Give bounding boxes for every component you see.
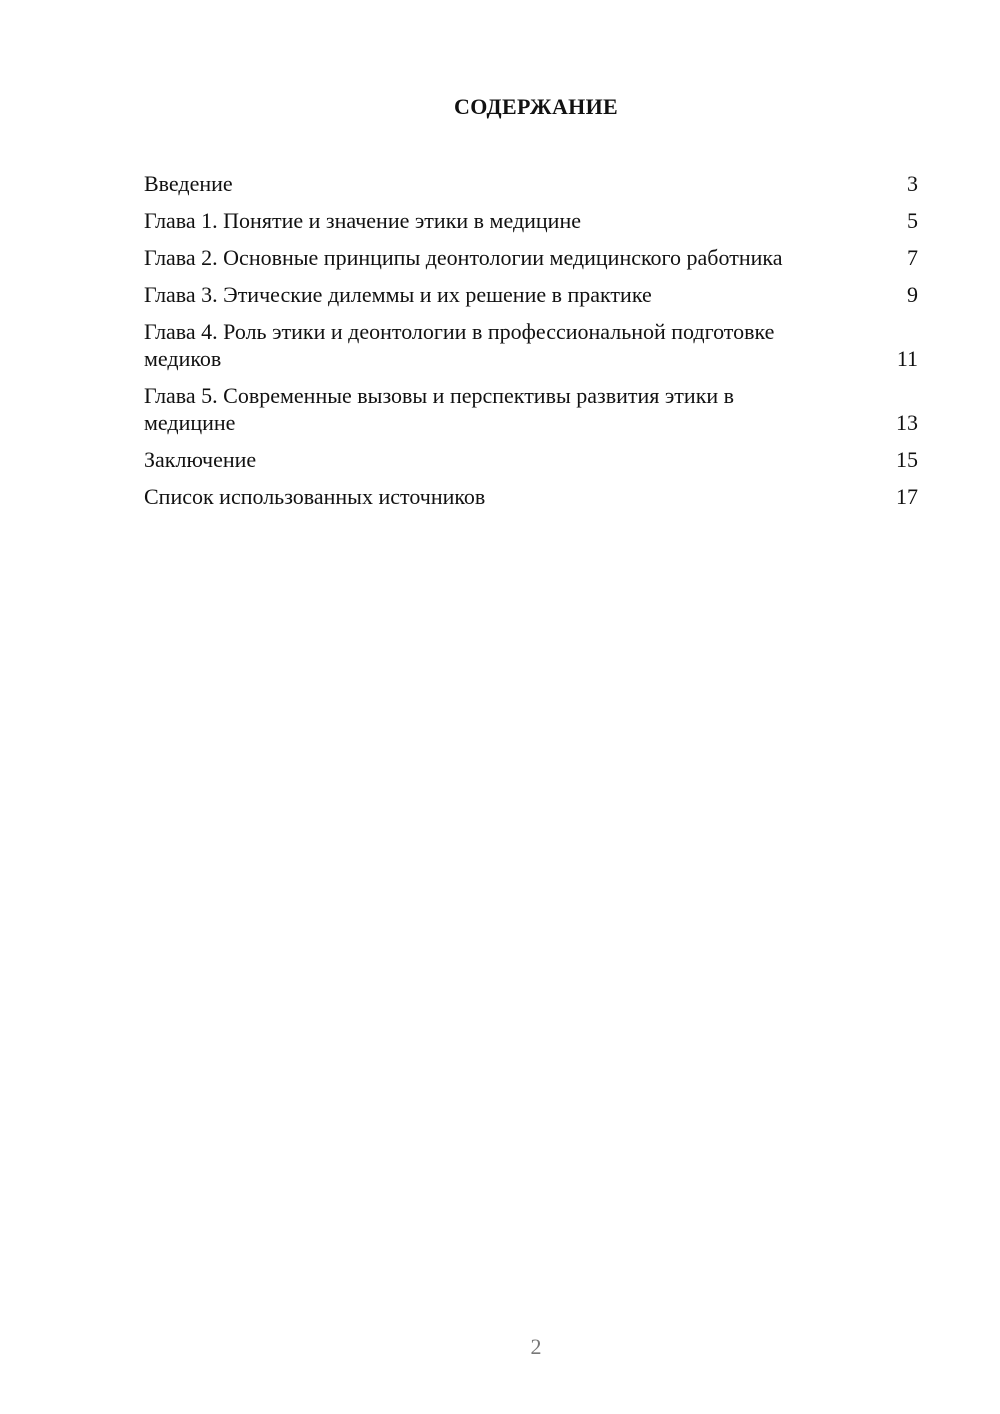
toc-entry-page: 5 bbox=[907, 208, 918, 233]
toc-entry-text: Введение bbox=[144, 171, 233, 196]
toc-entry-page: 9 bbox=[907, 282, 918, 307]
toc-entry-text: Глава 2. Основные принципы деонтологии медицинского работника bbox=[144, 245, 783, 270]
toc-entry-text: Заключение bbox=[144, 447, 257, 472]
toc-title: СОДЕРЖАНИЕ bbox=[454, 94, 618, 119]
toc-entry-page: 3 bbox=[907, 171, 918, 196]
toc-entry-page: 17 bbox=[896, 484, 918, 509]
toc-entry-text: Список использованных источников bbox=[144, 484, 486, 509]
toc-entry-chapter-3[interactable] bbox=[144, 281, 918, 308]
toc-entry-text: Глава 5. Современные вызовы и перспективы развития этики в медицине bbox=[144, 383, 735, 435]
toc-entry-page: 7 bbox=[907, 245, 918, 270]
toc-entry-text: Глава 4. Роль этики и деонтологии в профессиональной подготовке медиков bbox=[144, 319, 775, 371]
toc-entry-chapter-4[interactable] bbox=[144, 318, 918, 372]
toc-entry-page: 11 bbox=[896, 346, 918, 371]
toc-entry-text: Глава 1. Понятие и значение этики в медицине bbox=[144, 208, 581, 233]
toc-entry-chapter-5[interactable] bbox=[144, 382, 918, 436]
toc-entry-page: 13 bbox=[896, 410, 918, 435]
toc-entry-conclusion[interactable] bbox=[144, 446, 918, 473]
toc-entry-chapter-2[interactable] bbox=[144, 244, 918, 271]
toc-entry-references[interactable] bbox=[144, 483, 918, 510]
toc-entry-page: 15 bbox=[896, 447, 918, 472]
table-of-contents bbox=[144, 170, 918, 520]
toc-entry-chapter-1[interactable] bbox=[144, 207, 918, 234]
toc-entry-text: Глава 3. Этические дилеммы и их решение в практике bbox=[144, 282, 652, 307]
page-number: 2 bbox=[530, 1334, 542, 1359]
toc-entry-introduction[interactable] bbox=[144, 170, 918, 197]
